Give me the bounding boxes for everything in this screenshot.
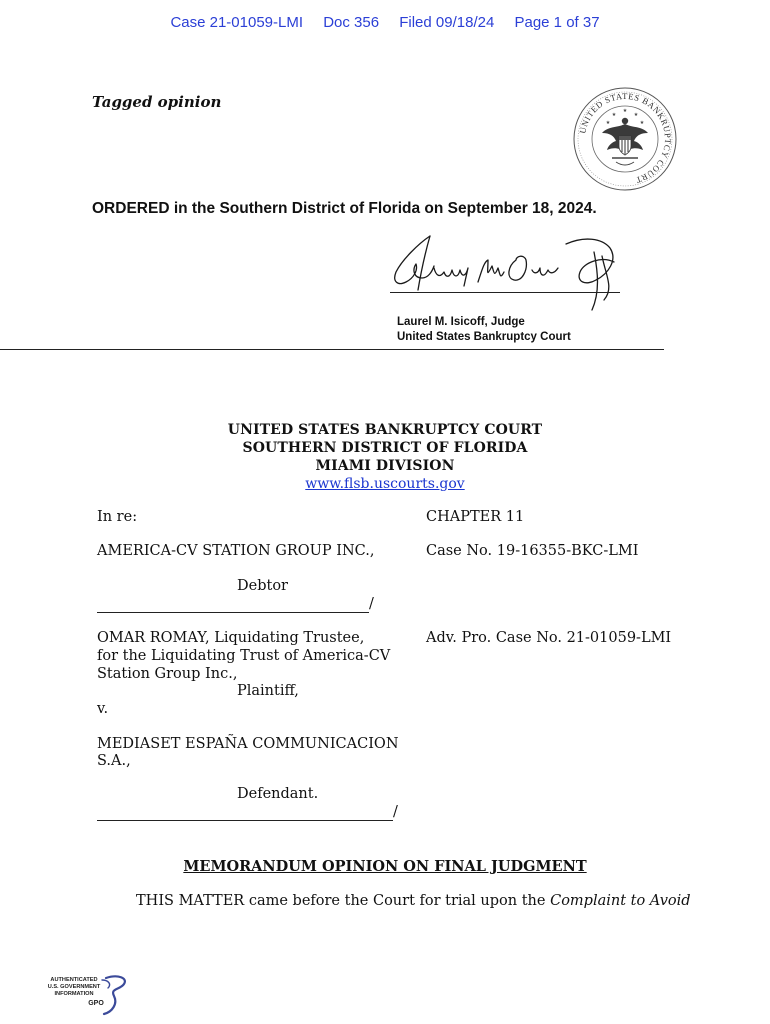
court-division: MIAMI DIVISION — [315, 458, 455, 474]
gpo-logo-line-3: INFORMATION — [54, 991, 94, 997]
court-district: SOUTHERN DISTRICT OF FLORIDA — [242, 440, 528, 456]
svg-text:★: ★ — [605, 120, 611, 126]
debtor-label: Debtor — [237, 578, 288, 594]
plaintiff-line-2: for the Liquidating Trust of America-CV — [97, 648, 391, 664]
memorandum-title: MEMORANDUM OPINION ON FINAL JUDGMENT — [183, 858, 587, 875]
versus-label: v. — [97, 701, 109, 717]
stamp-page-count: Page 1 of 37 — [514, 14, 600, 31]
svg-text:★: ★ — [611, 112, 617, 118]
caption-divider-2 — [97, 820, 393, 821]
gpo-logo-line-1: AUTHENTICATED — [50, 977, 98, 983]
stamp-doc-number: Doc 356 — [323, 14, 380, 31]
svg-text:★: ★ — [622, 108, 628, 114]
caption-divider-1 — [97, 612, 369, 613]
tagged-opinion-label: Tagged opinion — [92, 93, 222, 111]
judge-name: Laurel M. Isicoff, Judge — [397, 316, 525, 328]
chapter-label: CHAPTER 11 — [426, 509, 525, 525]
case-number: Case No. 19-16355-BKC-LMI — [426, 543, 639, 559]
court-seal-icon — [572, 86, 678, 192]
adversary-case-number: Adv. Pro. Case No. 21-01059-LMI — [426, 630, 672, 646]
stamp-filed-date: Filed 09/18/24 — [399, 14, 495, 31]
plaintiff-line-3: Station Group Inc., — [97, 666, 238, 682]
svg-text:★: ★ — [639, 120, 645, 126]
body-italic-title: Complaint to Avoid — [550, 893, 691, 909]
defendant-label: Defendant. — [237, 786, 319, 802]
judge-court: United States Bankruptcy Court — [397, 331, 571, 343]
stamp-case-number: Case 21-01059-LMI — [170, 14, 304, 31]
caption-slash-1: / — [369, 596, 374, 612]
ordered-statement: ORDERED in the Southern District of Florida on September 18, 2024. — [92, 200, 597, 217]
plaintiff-label: Plaintiff, — [237, 683, 299, 699]
gpo-authentication-logo-icon — [44, 974, 134, 1018]
svg-text:UNITED STATES BANKRUPTCY COURT: UNITED STATES BANKRUPTCY COURT — [577, 90, 674, 186]
body-paragraph-start — [136, 893, 691, 909]
svg-text:★: ★ — [633, 112, 639, 118]
gpo-logo-line-2: U.S. GOVERNMENT — [47, 984, 101, 990]
gpo-logo-line-4: GPO — [88, 1000, 104, 1007]
horizontal-divider — [0, 349, 664, 350]
signature-line — [390, 292, 620, 293]
caption-slash-2: / — [393, 804, 398, 820]
defendant-line-2: S.A., — [97, 753, 131, 769]
debtor-name: AMERICA-CV STATION GROUP INC., — [97, 543, 375, 559]
defendant-line-1: MEDIASET ESPAÑA COMMUNICACION — [97, 736, 399, 752]
body-text: THIS MATTER came before the Court for trial upon the — [136, 893, 551, 909]
court-name: UNITED STATES BANKRUPTCY COURT — [227, 422, 543, 438]
ecf-header-stamp — [0, 14, 770, 31]
judge-signature-icon — [388, 226, 628, 318]
in-re-label: In re: — [97, 509, 138, 525]
plaintiff-line-1: OMAR ROMAY, Liquidating Trustee, — [97, 630, 365, 646]
court-website-link[interactable]: www.flsb.uscourts.gov — [305, 476, 465, 492]
